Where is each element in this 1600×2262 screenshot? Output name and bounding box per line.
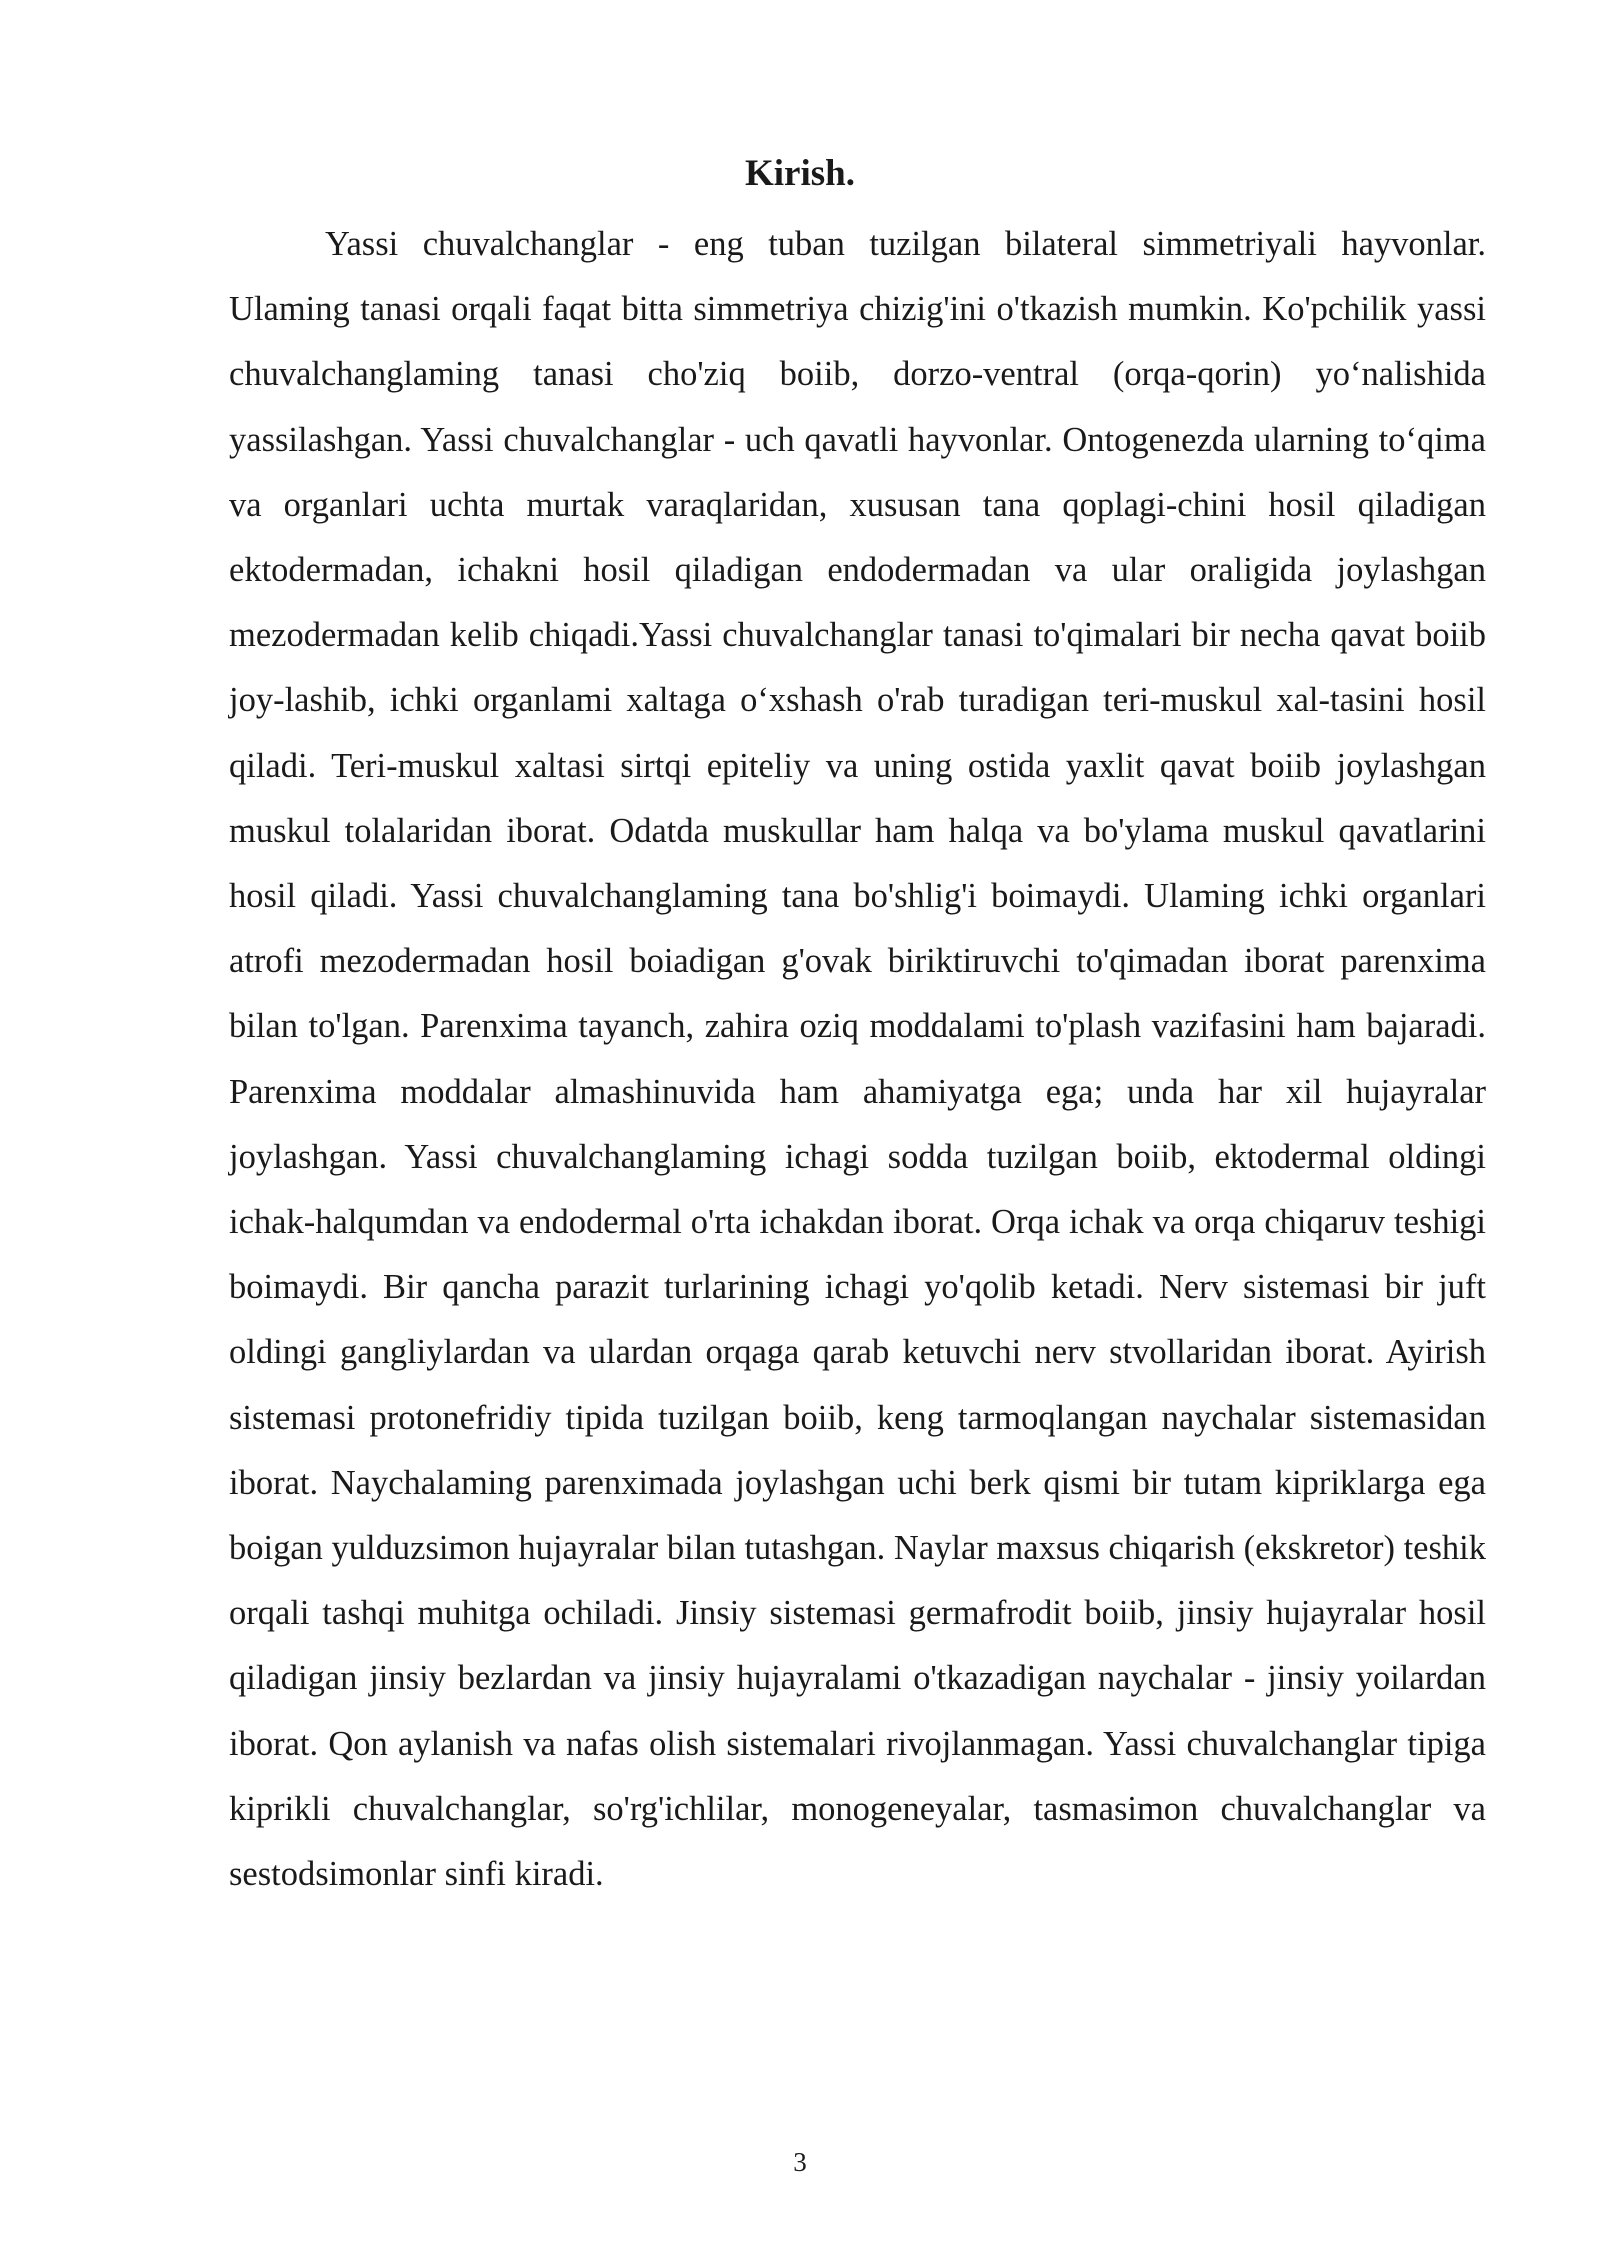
page-title: Kirish. bbox=[745, 153, 855, 194]
body-paragraph: Yassi chuvalchanglar - eng tuban tuzilgan bilateral simmetriyali hayvonlar. Ulaming tanasi orqali faqat bitta simmetriya chizig'ini o'tkazish mumkin. Ko'pchilik yassi chuvalchanglaming tanasi cho'ziq boiib, dorzo-ventral (orqa-qorin) yo‘nalishida yassilashgan. Yassi chuvalchanglar - uch qavatli hayvonlar. Ontogenezda ularning to‘qima va organlari uchta murtak varaqlaridan, xususan tana qoplagi-chini hosil qiladigan ektodermadan, ichakni hosil qiladigan endodermadan va ular oraligida joylashgan mezodermadan kelib chiqadi.Yassi chuvalchanglar tanasi to'qimalari bir necha qavat boiib joy-lashib, ichki organlami xaltaga o‘xshash o'rab turadigan teri-muskul xal-tasini hosil qiladi. Teri-muskul xaltasi sirtqi epiteliy va uning ostida yaxlit qavat boiib joylashgan muskul tolalaridan iborat. Odatda muskullar ham halqa va bo'ylama muskul qavatlarini hosil qiladi. Yassi chuvalchanglaming tana bo'shlig'i boimaydi. Ulaming ichki organlari atrofi mezodermadan hosil boiadigan g'ovak biriktiruvchi to'qimadan iborat parenxima bilan to'lgan. Parenxima tayanch, zahira oziq moddalami to'plash vazifasini ham bajaradi. Parenxima moddalar almashinuvida ham ahamiyatga ega; unda har xil hujayralar joylashgan. Yassi chuvalchanglaming ichagi sodda tuzilgan boiib, ektodermal oldingi ichak-halqumdan va endodermal o'rta ichakdan iborat. Orqa ichak va orqa chiqaruv teshigi boimaydi. Bir qancha parazit turlarining ichagi yo'qolib ketadi. Nerv sistemasi bir juft oldingi gangliylardan va ulardan orqaga qarab ketuvchi nerv stvollaridan iborat. Ayirish sistemasi protonefridiy tipida tuzilgan boiib, keng tarmoqlangan naychalar sistemasidan iborat. Naychalaming parenximada joylashgan uchi berk qismi bir tutam kipriklarga ega boigan yulduzsimon hujayralar bilan tutashgan. Naylar maxsus chiqarish (ekskretor) teshik orqali tashqi muhitga ochiladi. Jinsiy sistemasi germafrodit boiib, jinsiy hujayralar hosil qiladigan jinsiy bezlardan va jinsiy hujayralami o'tkazadigan naychalar - jinsiy yoilardan iborat. Qon aylanish va nafas olish sistemalari rivojlanmagan. Yassi chuvalchanglar tipiga kiprikli chuvalchanglar, so'rg'ichlilar, monogeneyalar, tasmasimon chuvalchanglar va sestodsimonlar sinfi kiradi. bbox=[229, 225, 1487, 1894]
page-number: 3 bbox=[793, 2147, 807, 2177]
